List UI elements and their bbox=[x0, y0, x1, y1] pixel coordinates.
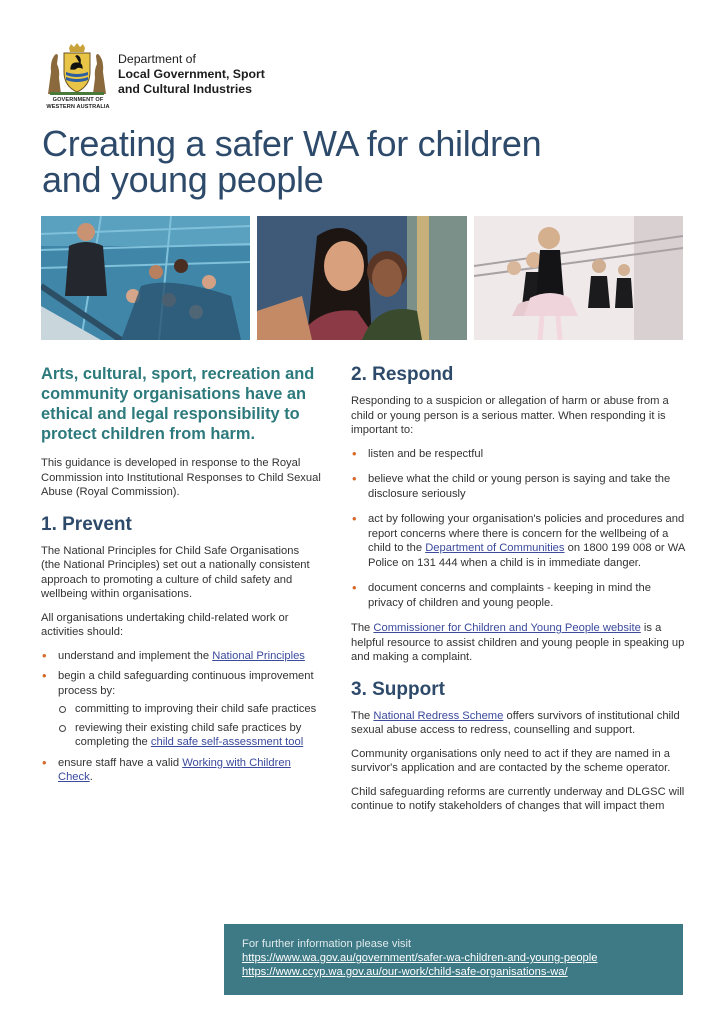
support-heading: 3. Support bbox=[351, 678, 445, 700]
sub-list-item bbox=[58, 721, 321, 750]
department-name bbox=[118, 52, 265, 97]
list-item-text: understand and implement the bbox=[58, 649, 213, 662]
department-name-line: Department of bbox=[118, 52, 196, 66]
prevent-paragraph: All organisations undertaking child-related work or activities should: bbox=[41, 611, 289, 638]
photo-two-women-selfie bbox=[257, 216, 467, 340]
list-item bbox=[351, 447, 687, 462]
gov-label-line: GOVERNMENT OF bbox=[52, 97, 104, 103]
sub-list-item bbox=[58, 702, 321, 717]
list-item-text: believe what the child or young person is saying and take the disclosure seriously bbox=[368, 473, 671, 500]
list-item bbox=[41, 669, 321, 750]
page-title bbox=[42, 123, 682, 200]
page-title-line: Creating a safer WA for children bbox=[42, 123, 542, 164]
respond-paragraph: Responding to a suspicion or allegation of harm or abuse from a child or young person is a serious matter. When responding it is important to: bbox=[351, 395, 669, 436]
paragraph-text: offers survivors of institutional child sexual abuse access to redress, counselling and support. bbox=[351, 709, 680, 736]
national-principles-link[interactable]: National Principles bbox=[212, 649, 305, 662]
list-item-text: listen and be respectful bbox=[368, 447, 484, 460]
sub-list bbox=[58, 702, 321, 750]
department-name-line: and Cultural Industries bbox=[118, 82, 252, 96]
wa-coat-of-arms-logo bbox=[44, 42, 110, 96]
left-column bbox=[41, 364, 321, 793]
ccyp-website-link[interactable]: Commissioner for Children and Young People website bbox=[373, 622, 641, 634]
department-of-communities-link[interactable]: Department of Communities bbox=[425, 542, 565, 554]
national-redress-scheme-link[interactable]: National Redress Scheme bbox=[373, 709, 504, 722]
list-item-text: on 1800 199 008 or WA Police on 131 444 when a child is in immediate danger. bbox=[368, 542, 685, 569]
gov-label-line: WESTERN AUSTRALIA bbox=[46, 103, 110, 110]
right-column bbox=[351, 364, 687, 823]
list-item bbox=[351, 581, 687, 610]
support-paragraph: Child safeguarding reforms are currently underway and DLGSC will continue to notify stakeholders of changes that will impact them bbox=[351, 785, 685, 812]
ccyp-child-safe-link[interactable]: https://www.ccyp.wa.gov.au/our-work/child-safe-organisations-wa/ bbox=[242, 966, 568, 978]
photo-ballet-class bbox=[474, 216, 683, 340]
photo-swimming-pool-group bbox=[41, 216, 250, 340]
self-assessment-tool-link[interactable]: child safe self-assessment tool bbox=[150, 736, 304, 748]
list-item-text: ensure staff have a valid bbox=[58, 756, 183, 769]
support-paragraph: Community organisations only need to act if they are named in a survivor's application and are contacted by the scheme operator. bbox=[351, 747, 671, 774]
list-item bbox=[41, 649, 321, 664]
list-item-text: act by following your organisation's policies and procedures and report concerns where there is concern for the wellbeing of a child to the bbox=[368, 513, 685, 554]
prevent-paragraph: The National Principles for Child Safe Organisations (the National Principles) set out a nationally consistent approach to promoting a culture of child safety and wellbeing within organisations. bbox=[41, 544, 310, 600]
respond-heading: 2. Respond bbox=[351, 364, 454, 385]
sub-list-item-text: committing to improving their child safe practices bbox=[75, 703, 317, 715]
government-of-wa-label bbox=[41, 97, 115, 110]
ccyp-paragraph bbox=[351, 621, 687, 665]
intro-heading: Arts, cultural, sport, recreation and community organisations have an ethical and legal responsibility to protect children from harm. bbox=[41, 365, 315, 443]
list-item bbox=[351, 512, 687, 570]
prevent-list bbox=[41, 649, 321, 785]
list-item bbox=[351, 472, 687, 501]
department-name-line: Local Government, Sport bbox=[118, 67, 265, 81]
further-information-box bbox=[224, 924, 683, 995]
prevent-heading: 1. Prevent bbox=[41, 513, 132, 535]
further-information-lead: For further information please visit bbox=[242, 938, 412, 950]
paragraph-text: is a helpful resource to assist children and young people in speaking up and making a complaint. bbox=[351, 622, 685, 663]
working-with-children-check-link[interactable]: Working with Children Check bbox=[58, 756, 291, 783]
intro-text: This guidance is developed in response to the Royal Commission into Institutional Responses to Child Sexual Abuse (Royal Commission). bbox=[41, 457, 321, 498]
paragraph-text: The bbox=[351, 709, 374, 722]
support-paragraph bbox=[351, 709, 687, 738]
list-item-text: document concerns and complaints - keeping in mind the privacy of children and young people. bbox=[368, 582, 651, 609]
list-item bbox=[41, 756, 321, 785]
list-item-text: . bbox=[89, 771, 93, 783]
sub-list-item-text: reviewing their existing child safe practices by completing the bbox=[75, 721, 302, 748]
list-item-text: begin a child safeguarding continuous improvement process by: bbox=[58, 670, 314, 697]
page-title-line: and young people bbox=[42, 159, 324, 200]
respond-list bbox=[351, 447, 687, 611]
wa-gov-link[interactable]: https://www.wa.gov.au/government/safer-wa-children-and-young-people bbox=[242, 952, 598, 964]
paragraph-text: The bbox=[351, 622, 374, 634]
